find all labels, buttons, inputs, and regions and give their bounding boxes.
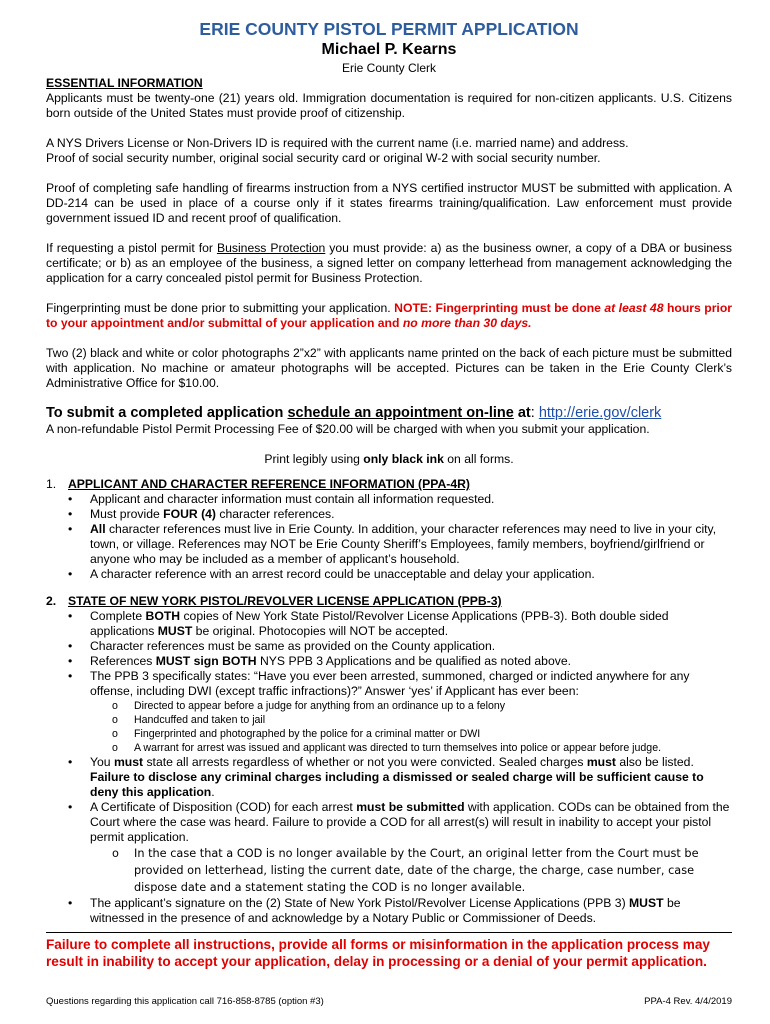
list-item: • Applicant and character information must contain all information requested. bbox=[68, 492, 495, 506]
sub-list-item: o Fingerprinted and photographed by the police for a criminal matter or DWI bbox=[112, 728, 481, 740]
sub-list-item: o In the case that a COD is no longer available by the Court, an original letter from the Court must be provided on letterhead, listing the current date, date of the charge, the charge, case number, case dispose date and a statement stating the COD is no longer available. bbox=[112, 847, 699, 894]
footer-contact: Questions regarding this application call 716-858-8785 (option #3) bbox=[46, 996, 324, 1007]
section-1-heading: 1. APPLICANT AND CHARACTER REFERENCE INFORMATION (PPA-4R) bbox=[46, 477, 470, 491]
document-page bbox=[46, 0, 733, 1007]
list-item: • All character references must live in Erie County. In addition, your character references may need to live in your city, town, or village. References may NOT be Erie County Sheriff’s Employees, family members, boyfriend/girlfriend or anyone who may be included as a member of applicant’s household. bbox=[68, 522, 717, 566]
sub-list-item: o Handcuffed and taken to jail bbox=[112, 714, 266, 726]
business-protection-text: If requesting a pistol permit for Business Protection you must provide: a) as the business owner, a copy of a DBA or business certificate; or b) as an employee of the business, a signed letter on company letterhead from management acknowledging the application for a carry concealed pistol permit for Business Protection. bbox=[46, 241, 732, 285]
section-2-heading: 2. STATE OF NEW YORK PISTOL/REVOLVER LICENSE APPLICATION (PPB-3) bbox=[46, 594, 502, 608]
list-item: • References MUST sign BOTH NYS PPB 3 Applications and be qualified as noted above. bbox=[68, 654, 571, 668]
ssn-requirement-text: Proof of social security number, original social security card or original W-2 with social security number. bbox=[46, 151, 601, 165]
clerk-office: Erie County Clerk bbox=[341, 61, 437, 75]
clerk-name: Michael P. Kearns bbox=[321, 41, 457, 58]
age-requirement-text: Applicants must be twenty-one (21) years old. Immigration documentation is required for non-citizen applicants. U.S. Citizens born outside of the United States must provide proof of citizenship. bbox=[46, 91, 732, 120]
sub-list-item: o Directed to appear before a judge for anything from an ordinance up to a felony bbox=[112, 700, 506, 712]
sub-list-item: o A warrant for arrest was issued and applicant was directed to turn themselves into police or appear before judge. bbox=[112, 742, 662, 754]
photographs-text: Two (2) black and white or color photographs 2”x2” with applicants name printed on the back of each picture must be submitted with application. No machine or amateur photographs will be accepted. Pictures can be taken in the Erie County Clerk’s Administrative Office for $10.00. bbox=[46, 346, 732, 390]
safety-course-text: Proof of completing safe handling of firearms instruction from a NYS certified instructor MUST be submitted with application. A DD-214 can be used in place of a course only if it states firearms training/qualification. Law enforcement must provide government issued ID and recent proof of qualification. bbox=[46, 181, 732, 225]
business-protection-term: Business Protection bbox=[216, 241, 326, 255]
list-item: • Character references must be same as provided on the County application. bbox=[68, 639, 496, 653]
submit-instructions: To submit a completed application schedule an appointment on-line at: http://erie.gov/clerk bbox=[46, 405, 662, 421]
footer-revision: PPA-4 Rev. 4/4/2019 bbox=[644, 996, 732, 1007]
fingerprinting-text: Fingerprinting must be done prior to submitting your application. NOTE: Fingerprinting must be done at least 48 hours prior to your appointment and/or submittal of your application and no more than 30 days. bbox=[46, 301, 733, 330]
print-legibly-text: Print legibly using only black ink on all forms. bbox=[264, 452, 514, 466]
page-title: ERIE COUNTY PISTOL PERMIT APPLICATION bbox=[199, 19, 579, 39]
license-requirement-text: A NYS Drivers License or Non-Drivers ID is required with the current name (i.e. married name) and address. bbox=[46, 136, 629, 150]
list-item: • The applicant’s signature on the (2) State of New York Pistol/Revolver License Applications (PPB 3) MUST be witnessed in the presence of and acknowledge by a Notary Public or Commissioner of Deeds. bbox=[68, 896, 681, 925]
processing-fee-text: A non-refundable Pistol Permit Processing Fee of $20.00 will be charged with when you submit your application. bbox=[46, 422, 650, 436]
list-item: • You must state all arrests regardless of whether or not you were convicted. Sealed charges must also be listed. Failure to disclose any criminal charges including a dismissed or sealed charge will be sufficient cause to deny this application. bbox=[68, 755, 704, 799]
list-item: • A character reference with an arrest record could be unacceptable and delay your application. bbox=[68, 567, 595, 581]
divider bbox=[46, 932, 732, 933]
list-item: • The PPB 3 specifically states: “Have you ever been arrested, summoned, charged or indicted anywhere for any offense, including DWI (except traffic infractions)?” Answer ‘yes’ if Applicant has ever been: bbox=[68, 669, 690, 698]
clerk-website-link[interactable]: http://erie.gov/clerk bbox=[538, 405, 662, 421]
failure-warning: Failure to complete all instructions, provide all forms or misinformation in the application process may result in inability to accept your application, delay in processing or a denial of your permit application. bbox=[46, 937, 710, 969]
list-item: • A Certificate of Disposition (COD) for each arrest must be submitted with application. CODs can be obtained from the Court where the case was heard. Failure to provide a COD for all arrest(s) will result in inability to accept your pistol permit application. bbox=[68, 800, 730, 844]
list-item: • Complete BOTH copies of New York State Pistol/Revolver License Applications (PPB-3). Both double sided applications MUST be original. Photocopies will NOT be accepted. bbox=[68, 609, 669, 638]
schedule-appointment-text: schedule an appointment on-line bbox=[287, 405, 514, 421]
essential-heading: ESSENTIAL INFORMATION bbox=[46, 76, 203, 90]
list-item: • Must provide FOUR (4) character references. bbox=[68, 507, 335, 521]
page-footer bbox=[46, 996, 732, 1008]
